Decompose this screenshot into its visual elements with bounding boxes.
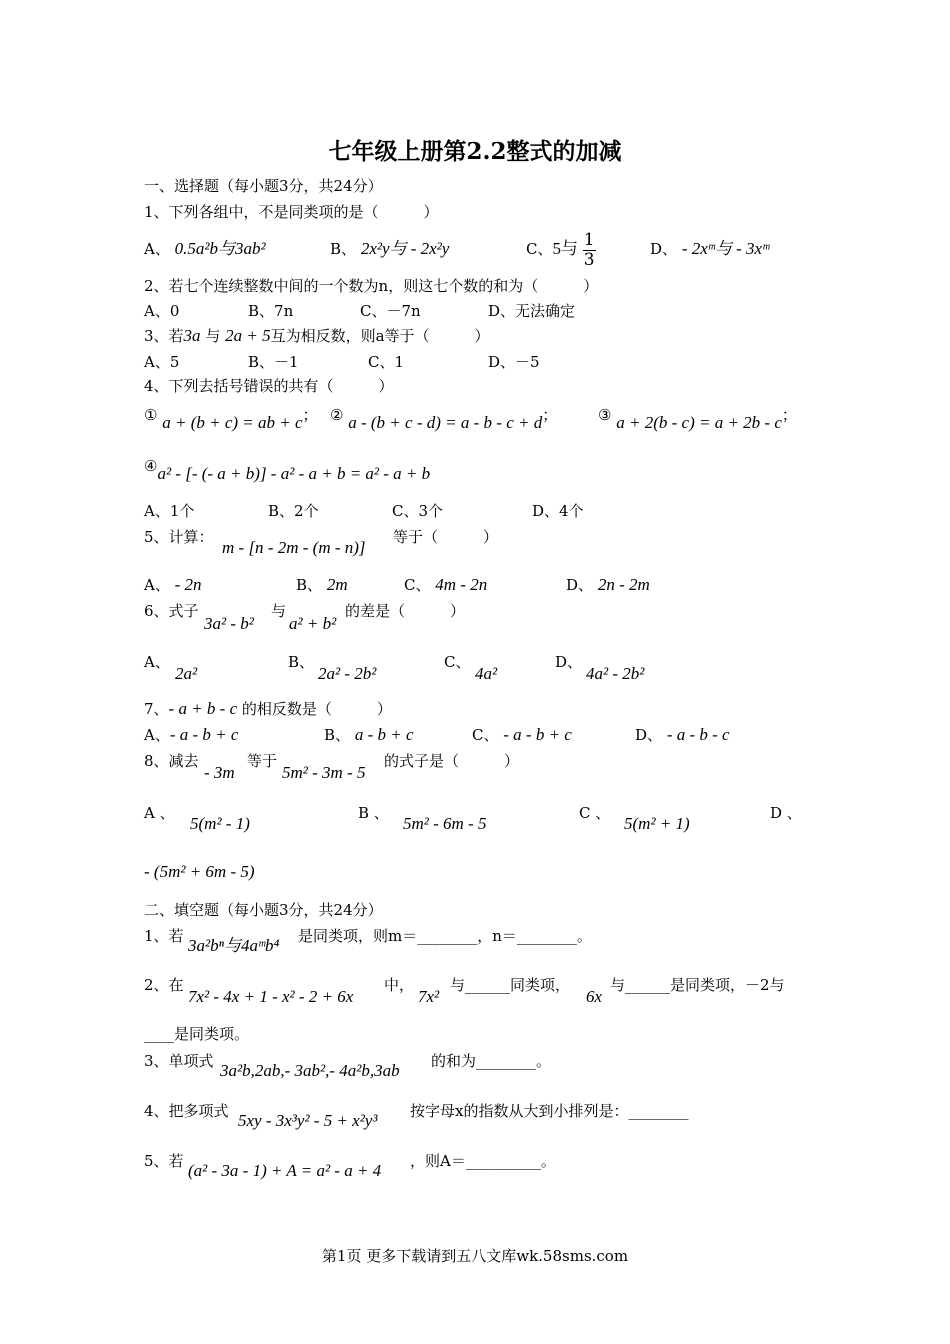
q8-option-d-label: D 、 — [770, 804, 802, 822]
f1-suffix: 是同类项，则m＝________，n＝________。 — [298, 927, 592, 945]
q4-option-a: A、1个 — [144, 502, 195, 520]
q1-b-expression: 2x²y与 - 2x²y — [360, 239, 450, 258]
q6-option-a-expression: 2a² — [175, 664, 198, 683]
q4-option-d: D、4个 — [532, 502, 584, 520]
q6-option-c-expression: 4a² — [475, 664, 498, 683]
q1-option-d: D、 - 2xᵐ与 - 3xᵐ — [650, 239, 770, 258]
q6-expression-2: a² + b² — [289, 614, 337, 633]
section2-heading: 二、填空题（每小题3分，共24分） — [144, 901, 383, 919]
q5-stem-prefix: 5、计算： — [144, 528, 214, 546]
q5-stem-suffix: 等于（ ） — [393, 528, 499, 546]
f2-expression-2: 7x² — [418, 987, 440, 1006]
q8-option-d-expression: - (5m² + 6m - 5) — [144, 862, 255, 881]
f1-expression: 3a²bⁿ与4aᵐb⁴ — [188, 936, 280, 955]
q5-option-c: C、 4m - 2n — [404, 575, 488, 594]
q5-option-d: D、 2n - 2m — [566, 575, 650, 594]
f2-expression-1: 7x² - 4x + 1 - x² - 2 + 6x — [188, 987, 354, 1006]
f4-expression: 5xy - 3x³y² - 5 + x²y³ — [238, 1111, 378, 1130]
f3-expression: 3a²b,2ab,- 3ab²,- 4a²b,3ab — [220, 1061, 400, 1080]
q2-option-b: B、7n — [248, 302, 294, 320]
q6-option-b-expression: 2a² - 2b² — [318, 664, 377, 683]
q1-c-expression: 5与 — [552, 239, 578, 258]
page-footer: 第1页 更多下载请到五八文库wk.58sms.com — [321, 1247, 629, 1265]
q1-d-expression: - 2xᵐ与 - 3xᵐ — [681, 239, 770, 258]
f3-suffix: 的和为________。 — [431, 1052, 552, 1070]
q6-option-a-label: A、 — [144, 653, 170, 671]
q7-option-c: C、 - a - b + c — [472, 725, 572, 744]
q3-option-d: D、－5 — [488, 353, 540, 371]
q3-stem: 3、若3a 与 2a + 5互为相反数，则a等于（ ） — [144, 326, 490, 345]
q6-stem-suffix: 的差是（ ） — [345, 602, 466, 620]
f2-expression-3: 6x — [586, 987, 603, 1006]
q4-option-b: B、2个 — [268, 502, 319, 520]
q4-item-2: ② a - (b + c - d) = a - b - c + d； — [330, 406, 558, 432]
q1-a-expression: 0.5a²b与3ab² — [174, 239, 266, 258]
section1-heading: 一、选择题（每小题3分，共24分） — [144, 177, 383, 195]
q1-c-fraction: $\frac{1}{3}$ — [583, 229, 595, 270]
f5-suffix: ，则A＝__________。 — [410, 1152, 556, 1170]
q6-option-b-label: B、 — [288, 653, 315, 671]
q1-option-b: B、 2x²y与 - 2x²y — [330, 239, 450, 258]
q6-option-d-expression: 4a² - 2b² — [586, 664, 645, 683]
q8-option-b-label: B 、 — [358, 804, 389, 822]
q7-option-b: B、 a - b + c — [324, 725, 414, 744]
f2-prefix: 2、在 — [144, 976, 184, 994]
q8-option-a-expression: 5(m² - 1) — [190, 814, 250, 833]
q1-option-a: A、 0.5a²b与3ab² — [144, 239, 266, 258]
q6-stem-prefix: 6、式子 — [144, 602, 199, 620]
f5-prefix: 5、若 — [144, 1152, 184, 1170]
q6-option-d-label: D、 — [555, 653, 583, 671]
q5-option-b: B、 2m — [296, 575, 348, 594]
q7-option-d: D、 - a - b - c — [635, 725, 730, 744]
q5-option-a: A、 - 2n — [144, 575, 202, 594]
q7-option-a: A、- a - b + c — [144, 725, 239, 744]
q4-stem: 4、下列去括号错误的共有（ ） — [144, 377, 394, 395]
q4-item-1: ① a + (b + c) = ab + c； — [144, 406, 318, 432]
page-title: 七年级上册第2.2整式的加减 — [328, 138, 622, 165]
q3-option-a: A、5 — [144, 353, 180, 371]
q6-expression-1: 3a² - b² — [204, 614, 254, 633]
q8-stem-prefix: 8、减去 — [144, 752, 199, 770]
q8-stem-suffix: 的式子是（ ） — [384, 752, 520, 770]
q8-option-a-label: A 、 — [144, 804, 175, 822]
q8-option-b-expression: 5m² - 6m - 5 — [403, 814, 487, 833]
f3-prefix: 3、单项式 — [144, 1052, 214, 1070]
q8-expression-2: 5m² - 3m - 5 — [282, 763, 366, 782]
q8-option-c-expression: 5(m² + 1) — [624, 814, 690, 833]
q4-item-3: ③ a + 2(b - c) = a + 2b - c； — [598, 406, 797, 432]
q7-stem: 7、- a + b - c 的相反数是（ ） — [144, 699, 392, 718]
q6-mid: 与 — [271, 602, 287, 620]
f2-line-2: ____是同类项。 — [144, 1025, 250, 1043]
q2-stem: 2、若七个连续整数中间的一个数为n，则这七个数的和为（ ） — [144, 277, 599, 295]
f4-suffix: 按字母x的指数从大到小排列是：________ — [410, 1102, 689, 1120]
q2-option-a: A、0 — [144, 302, 180, 320]
q2-option-d: D、无法确定 — [488, 302, 576, 320]
q4-option-c: C、3个 — [392, 502, 444, 520]
q6-option-c-label: C、 — [444, 653, 471, 671]
q1-stem: 1、下列各组中，不是同类项的是（ ） — [144, 203, 439, 221]
q5-expression: m - [n - 2m - (m - n)] — [222, 538, 366, 557]
f4-prefix: 4、把多项式 — [144, 1102, 229, 1120]
f2-mid-1: 中， — [384, 976, 415, 994]
q2-option-c: C、－7n — [360, 302, 421, 320]
q3-option-b: B、－1 — [248, 353, 299, 371]
q1-option-c: C、5与 $\frac{1}{3}$ — [526, 229, 595, 270]
q8-mid: 等于 — [247, 752, 278, 770]
f5-expression: (a² - 3a - 1) + A = a² - a + 4 — [188, 1161, 382, 1180]
f2-mid-2: 与______同类项， — [450, 976, 571, 994]
q3-option-c: C、1 — [368, 353, 405, 371]
q4-item-4: ④a² - [- (- a + b)] - a² - a + b = a² - a + b — [144, 457, 431, 483]
f2-suffix: 与______是同类项，－2与 — [610, 976, 785, 994]
q8-option-c-label: C 、 — [579, 804, 611, 822]
f1-prefix: 1、若 — [144, 927, 184, 945]
q8-expression-1: - 3m — [204, 763, 235, 782]
